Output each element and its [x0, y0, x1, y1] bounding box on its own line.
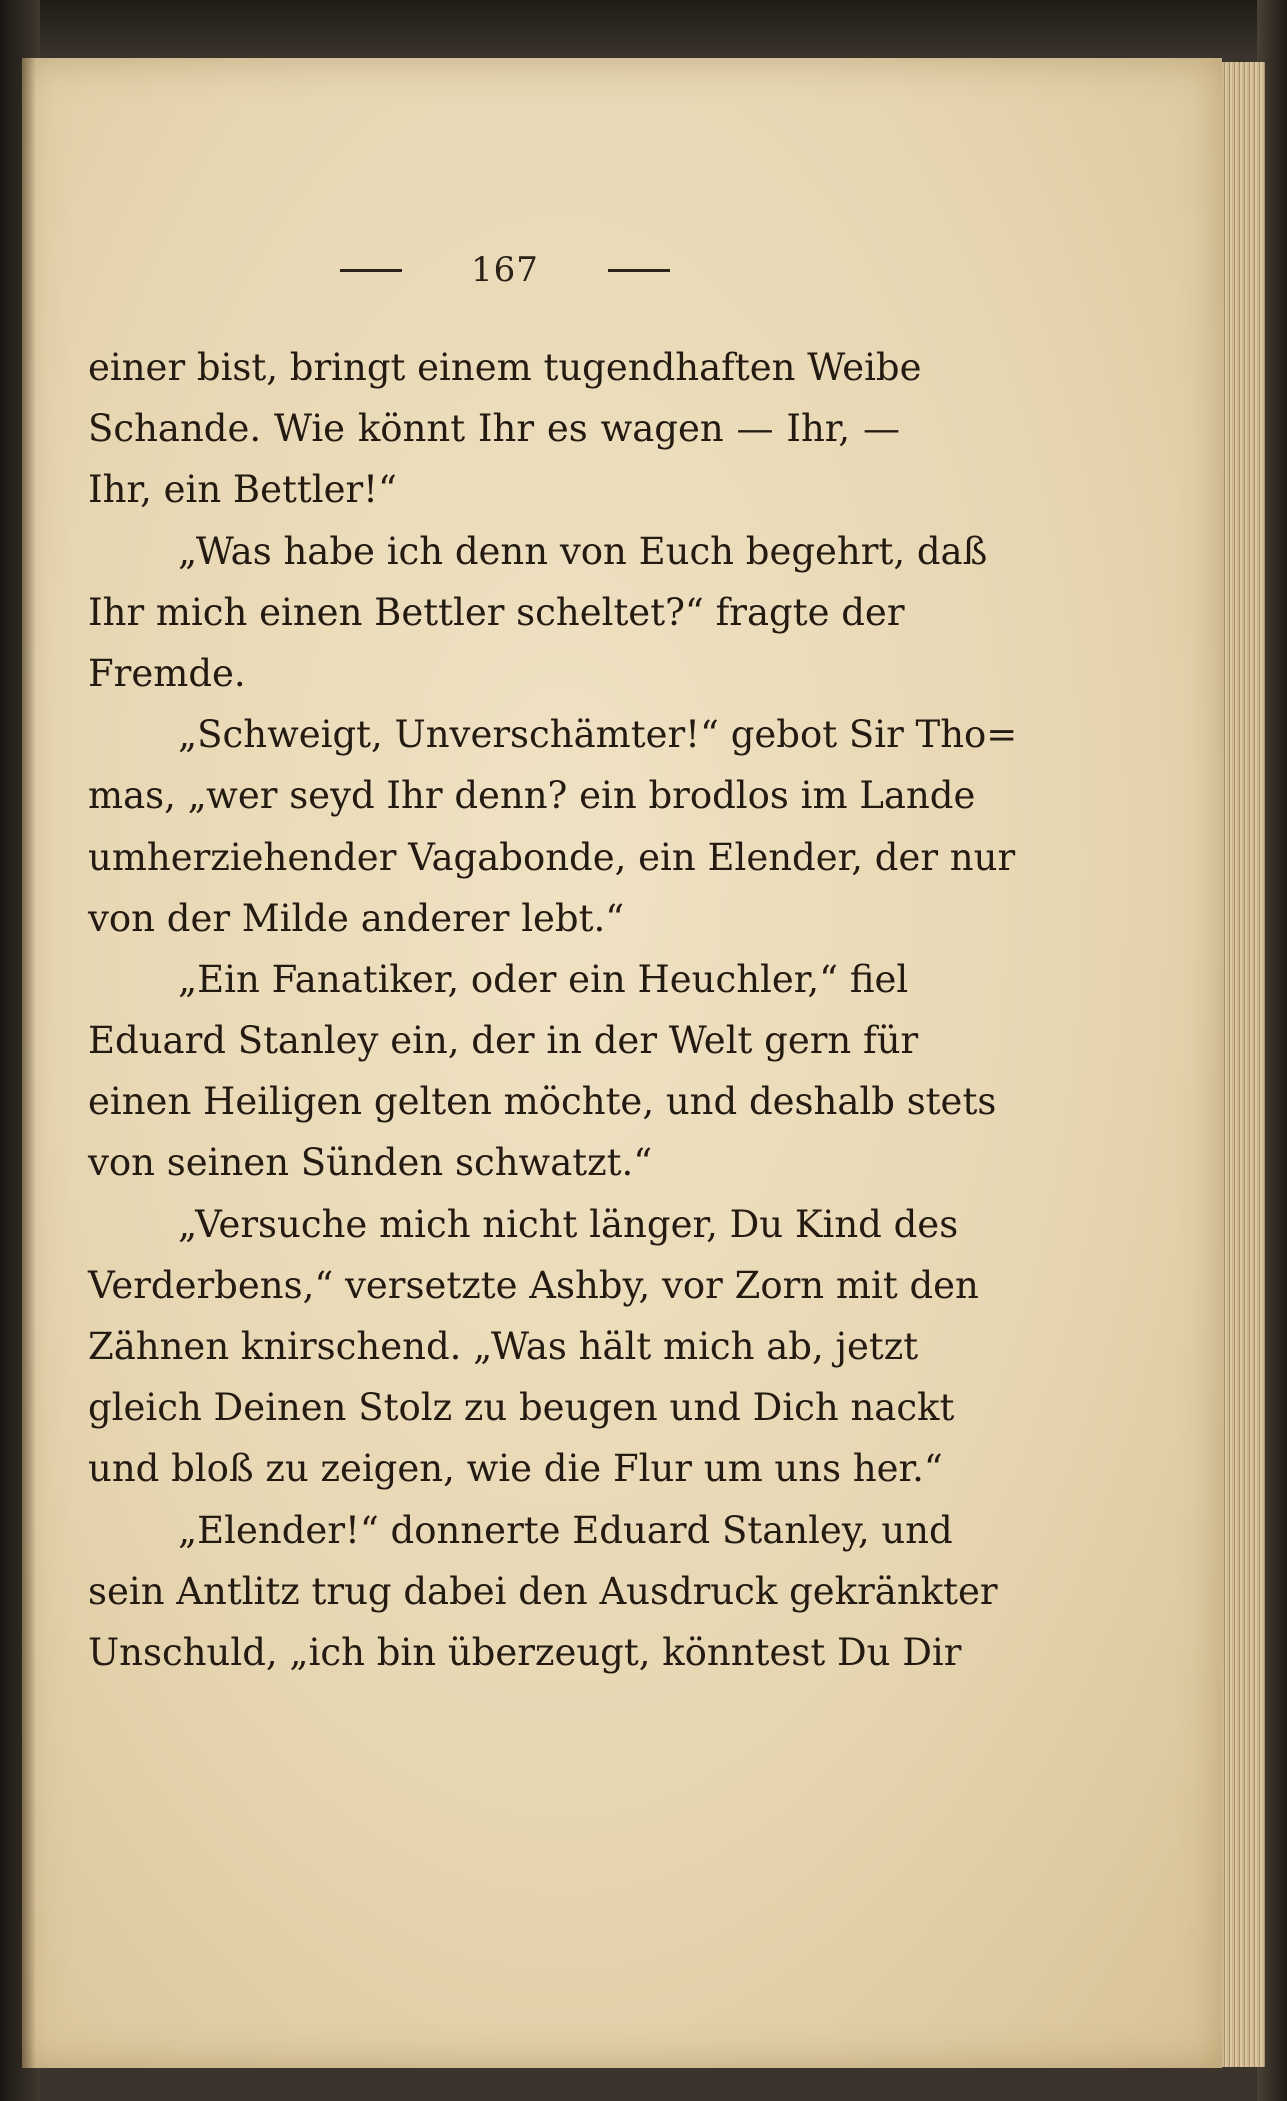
text-line: Ihr, ein Bettler!“ [88, 468, 397, 512]
text-line: Ihr mich einen Bettler scheltet?“ fragte der [88, 590, 905, 634]
text-line: einer bist, bringt einem tugendhaften Weibe [88, 346, 922, 389]
text-line: sein Antlitz trug dabei den Ausdruck gekränkter [88, 1569, 998, 1613]
book-cover-top [0, 0, 1287, 62]
page-gutter-shadow [22, 58, 36, 2068]
text-line: „Was habe ich denn von Euch begehrt, daß [178, 529, 988, 573]
page-number: 167 [471, 250, 539, 290]
text-line: umherziehender Vagabonde, ein Elender, der nur [88, 835, 1016, 879]
text-line: von der Milde anderer lebt.“ [88, 896, 625, 940]
body-text [88, 337, 1018, 1683]
page-header [340, 240, 670, 300]
text-line: Fremde. [88, 651, 246, 695]
text-line: „Schweigt, Unverschämter!“ gebot Sir Tho= [178, 713, 1018, 757]
text-line: einen Heiligen gelten möchte, und deshalb stets [88, 1080, 997, 1124]
text-line: und bloß zu zeigen, wie die Flur um uns her.“ [88, 1447, 943, 1491]
text-line: Verderbens,“ versetzte Ashby, vor Zorn mit den [88, 1263, 979, 1307]
header-dash-left [340, 269, 402, 272]
text-line: von seinen Sünden schwatzt.“ [88, 1141, 653, 1185]
text-line: „Versuche mich nicht länger, Du Kind des [178, 1202, 959, 1246]
text-line: Schande. Wie könnt Ihr es wagen — Ihr, — [88, 407, 900, 451]
text-line: Zähnen knirschend. „Was hält mich ab, jetzt [88, 1325, 919, 1368]
header-dash-right [608, 269, 670, 272]
text-line: „Elender!“ donnerte Eduard Stanley, und [178, 1508, 953, 1552]
text-line: Eduard Stanley ein, der in der Welt gern für [88, 1019, 919, 1063]
text-line: gleich Deinen Stolz zu beugen und Dich nackt [88, 1386, 955, 1430]
text-line: mas, „wer seyd Ihr denn? ein brodlos im Lande [88, 774, 976, 818]
text-line: Unschuld, „ich bin überzeugt, könntest Du Dir [88, 1630, 962, 1674]
text-line: „Ein Fanatiker, oder ein Heuchler,“ fiel [178, 957, 909, 1001]
